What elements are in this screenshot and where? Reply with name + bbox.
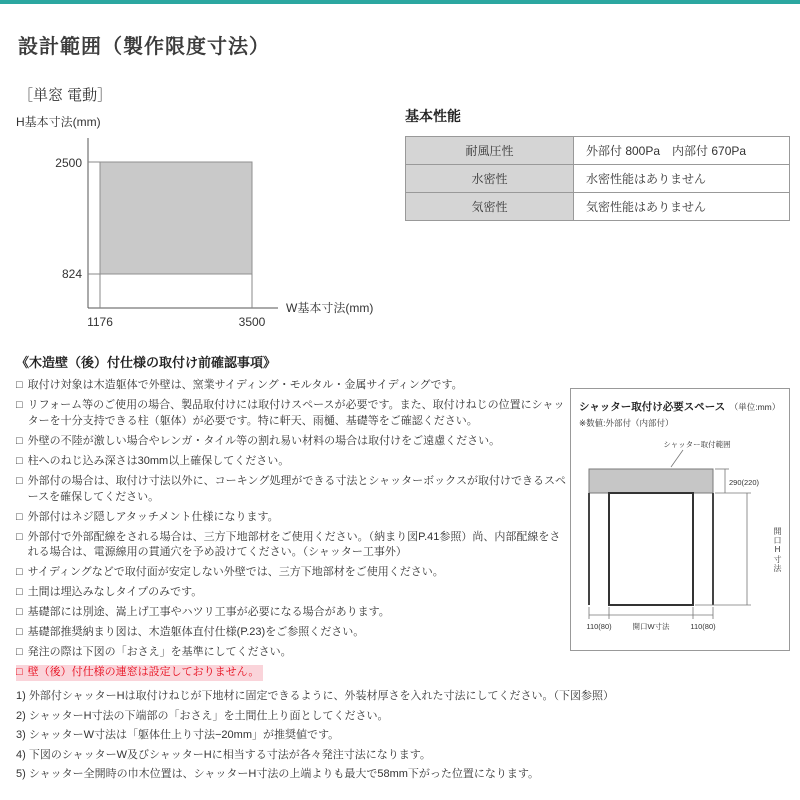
footnotes	[16, 688, 791, 786]
checklist-item-text: 基礎部推奨納まり図は、木造躯体直付仕様(P.23)をご参照ください。	[27, 626, 365, 639]
footnote: 4) 下図のシャッターW及びシャッターHに相当する寸法が各々発注寸法になります。	[16, 748, 431, 761]
checkbox-icon: □	[16, 474, 23, 487]
footnote: 2) シャッターH寸法の下端部の「おさえ」を土間仕上り面としてください。	[16, 709, 389, 722]
page-title: 設計範囲（製作限度寸法）	[18, 36, 270, 58]
checkbox-icon: □	[16, 398, 23, 411]
checklist-item	[16, 474, 568, 506]
diagram-unit: （単位:mm）	[729, 402, 781, 412]
checklist-heading: 《木造壁（後）付仕様の取付け前確認事項》	[16, 355, 277, 370]
h-min-tick: 824	[61, 267, 82, 281]
perf-row-label: 耐風圧性	[406, 137, 574, 165]
diagram-title: シャッター取付け必要スペース	[579, 401, 726, 413]
perf-row-value: 水密性能はありません	[574, 165, 790, 193]
performance-title: 基本性能	[405, 108, 461, 124]
checkbox-icon: □	[16, 646, 23, 659]
checkbox-icon: □	[16, 586, 23, 599]
checklist-item	[16, 378, 568, 394]
performance-table	[405, 136, 790, 221]
checklist-item	[16, 510, 568, 526]
checkbox-icon: □	[16, 510, 23, 523]
dim-side-left: 110(80)	[586, 622, 612, 631]
required-space-diagram	[570, 388, 790, 651]
perf-row-label: 気密性	[406, 193, 574, 221]
checkbox-icon: □	[16, 666, 23, 679]
checkbox-icon: □	[16, 454, 23, 467]
dim-box-height: 290(220)	[729, 478, 760, 487]
checklist-item-text: 基礎部には別途、嵩上げ工事やハツリ工事が必要になる場合があります。	[27, 606, 390, 619]
table-row	[406, 193, 790, 221]
w-min-tick: 1176	[87, 315, 113, 329]
checklist-item-text: 柱へのねじ込み深さは30mm以上確保してください。	[27, 454, 290, 467]
checkbox-icon: □	[16, 566, 23, 579]
diagram-drawing	[579, 435, 783, 637]
w-max-tick: 3500	[238, 315, 266, 329]
top-accent-bar	[0, 0, 800, 4]
checklist	[16, 378, 568, 685]
checklist-item	[16, 645, 568, 661]
checkbox-icon: □	[16, 379, 23, 391]
checklist-item	[16, 625, 568, 641]
checklist-item-text: リフォーム等のご使用の場合、製品取付けには取付けスペースが必要です。また、取付けねじの位置にシャッターを十分支持できる柱（躯体）が必要です。特に軒天、雨樋、基礎等をご確認ください。	[27, 398, 565, 427]
page-subtitle: ［単窓 電動］	[18, 87, 113, 104]
footnote: 3) シャッターW寸法は「躯体仕上り寸法−20mm」が推奨値です。	[16, 729, 340, 741]
footnote: 5) シャッター全開時の巾木位置は、シャッターH寸法の上端よりも最大で58mm下がった位置になります。	[16, 768, 540, 780]
design-range-area	[100, 162, 252, 274]
table-row	[406, 165, 790, 193]
checklist-item-text: 外壁の不陸が激しい場合やレンガ・タイル等の割れ易い材料の場合は取付けをご遠慮ください。	[27, 434, 501, 447]
checklist-item-text: 外部付はネジ隠しアタッチメント仕様になります。	[27, 510, 279, 523]
dim-side-right: 110(80)	[690, 622, 716, 631]
wall-opening	[609, 493, 693, 605]
perf-row-value: 外部付 800Pa 内部付 670Pa	[574, 137, 790, 165]
checklist-warning-text: 壁（後）付仕様の連窓は設定しておりません。	[27, 666, 260, 679]
design-range-chart-svg	[10, 110, 402, 342]
mount-range-band	[589, 469, 713, 493]
checklist-item-text: サイディングなどで取付面が安定しない外壁では、三方下地部材をご使用ください。	[27, 566, 444, 579]
checkbox-icon: □	[16, 626, 23, 639]
dim-opening-w: 開口W寸法	[632, 622, 670, 631]
h-max-tick: 2500	[55, 156, 82, 170]
checklist-item-text: 取付け対象は木造躯体で外壁は、窯業サイディング・モルタル・金属サイディングです。	[27, 379, 463, 391]
checklist-item-text: 発注の際は下図の「おさえ」を基準にしてください。	[27, 646, 292, 659]
checkbox-icon: □	[16, 434, 23, 447]
perf-row-label: 水密性	[406, 165, 574, 193]
dim-opening-h: 開口H寸法	[773, 527, 782, 573]
diagram-note: ※数値:外部付（内部付）	[579, 418, 674, 428]
checklist-item	[16, 398, 568, 430]
checklist-item	[16, 434, 568, 450]
checklist-item-text: 外部付の場合は、取付け寸法以外に、コーキング処理ができる寸法とシャッターボックスが取付けできるスペースを確保してください。	[27, 474, 566, 503]
y-axis-label: H基本寸法(mm)	[16, 115, 101, 129]
checklist-item	[16, 605, 568, 621]
checklist-item-warning	[16, 665, 263, 681]
diagram-svg	[579, 435, 783, 637]
checkbox-icon: □	[16, 606, 23, 619]
checklist-item	[16, 585, 568, 601]
x-axis-label: W基本寸法(mm)	[286, 301, 374, 315]
mount-range-label: シャッター取付範囲	[663, 440, 731, 449]
checklist-item	[16, 530, 568, 562]
performance-section	[405, 106, 790, 221]
checklist-item-text: 外部付で外部配線をされる場合は、三方下地部材をご使用ください。（納まり図P.41参照）尚、内部配線をされる場合は、電源線用の貫通穴を予め設けてください。（シャッター工事外）	[27, 530, 561, 559]
checklist-item	[16, 454, 568, 470]
footnote: 1) 外部付シャッターHは取付けねじが下地材に固定できるように、外装材厚さを入れた寸法にしてください。（下図参照）	[16, 690, 615, 702]
perf-row-value: 気密性能はありません	[574, 193, 790, 221]
checklist-item-text: 土間は埋込みなしタイプのみです。	[27, 586, 203, 599]
table-row	[406, 137, 790, 165]
checklist-item	[16, 565, 568, 581]
checkbox-icon: □	[16, 530, 23, 543]
design-range-chart	[10, 110, 402, 347]
